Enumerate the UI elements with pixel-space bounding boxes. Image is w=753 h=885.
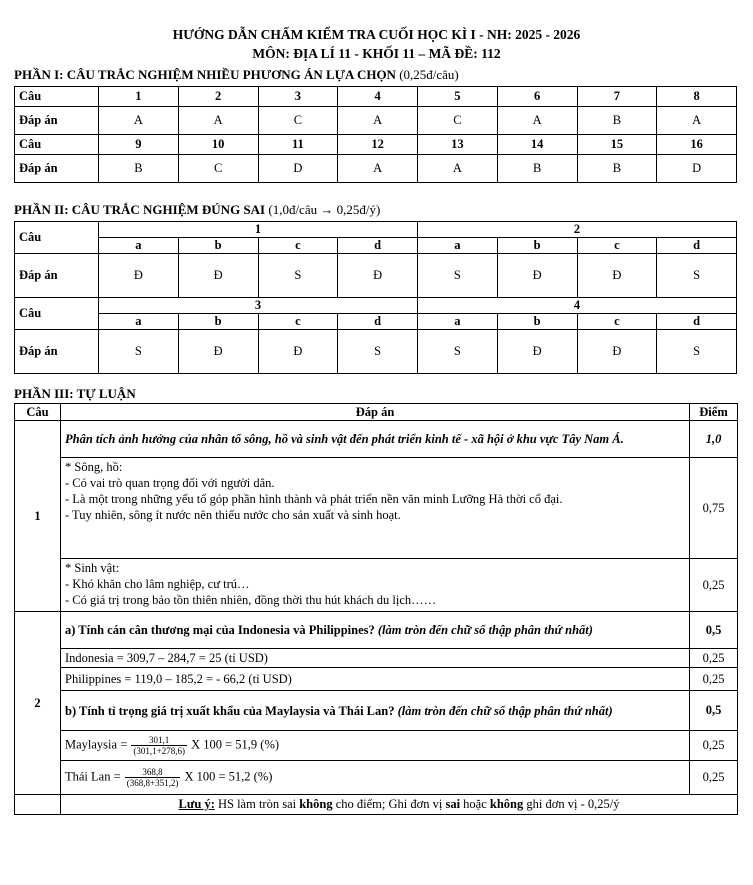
q2b-malaysia-suffix: X 100 = 51,9 (%): [187, 737, 280, 752]
part2-sub-item: a: [418, 314, 498, 330]
q1-rivers-line: - Tuy nhiên, sông ít nước nên thiếu nước cho sản xuất và sinh hoạt.: [65, 508, 401, 522]
part1-question-number: 9: [99, 135, 179, 155]
q2a-score-indonesia: 0,25: [690, 649, 738, 668]
part1-question-number: 7: [577, 87, 657, 107]
part1-answer: A: [418, 155, 498, 183]
note-text: ghi đơn vị - 0,25/ý: [523, 797, 620, 811]
part1-question-number: 6: [497, 87, 577, 107]
q1-biota-answer: [61, 559, 690, 612]
part3-heading: PHẦN III: TỰ LUẬN: [14, 386, 136, 401]
part2-answer: S: [418, 254, 498, 298]
q2b-thailand-prefix: Thái Lan =: [65, 769, 124, 784]
fraction-numerator: 301,1: [131, 735, 187, 746]
part2-sub-item: b: [178, 238, 258, 254]
part2-cau-label: Câu: [15, 222, 99, 254]
part2-sub-item: c: [258, 238, 338, 254]
q2a-rounding-note: (làm tròn đến chữ số thập phân thứ nhất): [377, 623, 593, 637]
part2-sub-item: b: [497, 238, 577, 254]
part1-answer: D: [258, 155, 338, 183]
q1-rivers-answer: [61, 458, 690, 559]
part2-answer: S: [338, 330, 418, 374]
part1-question-number: 15: [577, 135, 657, 155]
part2-answer: Đ: [99, 254, 179, 298]
q1-biota-line: * Sinh vật:: [65, 561, 120, 575]
part3-header-cau: Câu: [15, 404, 61, 421]
part1-answer: A: [178, 107, 258, 135]
q2a-line-indonesia: Indonesia = 309,7 – 284,7 = 25 (tỉ USD): [61, 649, 690, 668]
q2b-score: 0,5: [690, 691, 738, 731]
q1-biota-line: - Khó khăn cho lâm nghiệp, cư trú…: [65, 577, 250, 591]
q1-biota-score: 0,25: [690, 559, 738, 612]
note-emphasis: sai: [445, 797, 461, 811]
part1-answer: A: [657, 107, 737, 135]
part1-cau-label: Câu: [15, 87, 99, 107]
part2-title: PHẦN II: CÂU TRẮC NGHIỆM ĐÚNG SAI: [14, 202, 266, 217]
note-emphasis: không: [489, 797, 524, 811]
part2-answer: S: [657, 330, 737, 374]
part2-sub-item: b: [497, 314, 577, 330]
part1-question-number: 4: [338, 87, 418, 107]
part1-question-number: 12: [338, 135, 418, 155]
q1-rivers-line: - Có vai trò quan trọng đối với người dân.: [65, 476, 275, 490]
q2-number: 2: [15, 612, 61, 795]
part1-title: PHẦN I: CÂU TRẮC NGHIỆM NHIỀU PHƯƠNG ÁN LỰA CHỌN: [14, 67, 396, 82]
part2-sub-item: a: [99, 238, 179, 254]
part1-answer: A: [338, 107, 418, 135]
part1-dapan-label: Đáp án: [15, 155, 99, 183]
part2-question-number: 2: [418, 222, 737, 238]
part1-answer: B: [99, 155, 179, 183]
part2-cau-label: Câu: [15, 298, 99, 330]
q2a-question-text: a) Tính cán cân thương mại của Indonesia và Philippines?: [65, 623, 375, 637]
part2-sub-item: c: [577, 314, 657, 330]
note-text: hoặc: [460, 797, 490, 811]
part1-score: (0,25đ/câu): [399, 67, 459, 82]
q2a-question: [61, 612, 690, 649]
part1-answer: A: [338, 155, 418, 183]
q2a-score: 0,5: [690, 612, 738, 649]
fraction-denominator: (301,1+278,6): [133, 746, 185, 756]
part2-sub-item: b: [178, 314, 258, 330]
q2b-line-thailand: [61, 761, 690, 795]
part1-answer: B: [577, 107, 657, 135]
part2-sub-item: d: [338, 238, 418, 254]
part2-question-number: 4: [418, 298, 737, 314]
part2-answer: S: [657, 254, 737, 298]
q1-rivers-line: * Sông, hồ:: [65, 460, 123, 474]
doc-title-line1: HƯỚNG DẪN CHẤM KIỂM TRA CUỐI HỌC KÌ I - NH: 2025 - 2026: [172, 27, 581, 42]
fraction-numerator: 368,8: [125, 767, 181, 778]
part2-answer: S: [418, 330, 498, 374]
part1-answer: B: [577, 155, 657, 183]
part3-header-dapan: Đáp án: [61, 404, 690, 421]
part2-sub-item: a: [418, 238, 498, 254]
part2-answer: S: [258, 254, 338, 298]
q2b-line-malaysia: [61, 731, 690, 761]
part2-answer: Đ: [178, 330, 258, 374]
part1-cau-label: Câu: [15, 135, 99, 155]
part1-answer: C: [418, 107, 498, 135]
part1-dapan-label: Đáp án: [15, 107, 99, 135]
note-label: Lưu ý:: [178, 797, 215, 811]
part2-sub-item: c: [258, 314, 338, 330]
q2b-question-text: b) Tính tỉ trọng giá trị xuất khẩu của Maylaysia và Thái Lan?: [65, 703, 395, 718]
part2-sub-item: d: [657, 238, 737, 254]
q2b-rounding-note: (làm tròn đến chữ số thập phân thứ nhất): [397, 703, 613, 718]
q2b-score-thailand: 0,25: [690, 761, 738, 795]
part2-sub-item: c: [577, 238, 657, 254]
part1-question-number: 3: [258, 87, 338, 107]
part1-answer: B: [497, 155, 577, 183]
grading-note: [61, 795, 738, 815]
part1-question-number: 11: [258, 135, 338, 155]
part2-table: [14, 221, 737, 374]
q2b-question: [61, 691, 690, 731]
fraction-denominator: (368,8+351,2): [126, 778, 179, 788]
q1-number: 1: [15, 421, 61, 612]
q1-rivers-line: - Là một trong những yếu tố góp phần hình thành và phát triển nền văn minh Lưỡng Hà thời cổ đại.: [65, 492, 563, 506]
note-emphasis: không: [299, 797, 333, 811]
part2-sub-item: d: [338, 314, 418, 330]
part3-header-diem: Điểm: [690, 404, 738, 421]
q2a-score-philippines: 0,25: [690, 668, 738, 691]
part2-answer: S: [99, 330, 179, 374]
part2-sub-item: d: [657, 314, 737, 330]
note-text: HS làm tròn sai: [214, 797, 300, 811]
part1-question-number: 10: [178, 135, 258, 155]
part1-table: [14, 86, 737, 183]
part1-question-number: 2: [178, 87, 258, 107]
part1-answer: C: [258, 107, 338, 135]
part2-question-number: 3: [99, 298, 418, 314]
part1-question-number: 1: [99, 87, 179, 107]
note-spacer: [15, 795, 61, 815]
q1-question: Phân tích ảnh hưởng của nhân tố sông, hồ và sinh vật đến phát triển kinh tế - xã hội ở khu vực Tây Nam Á.: [61, 421, 690, 458]
part2-sub-item: a: [99, 314, 179, 330]
q1-biota-line: - Có giá trị trong bảo tồn thiên nhiên, đồng thời thu hút khách du lịch……: [65, 593, 437, 607]
part1-question-number: 8: [657, 87, 737, 107]
part1-answer: C: [178, 155, 258, 183]
q1-rivers-score: 0,75: [690, 458, 738, 559]
part1-question-number: 13: [418, 135, 498, 155]
part1-answer: A: [99, 107, 179, 135]
part2-heading: [14, 202, 380, 218]
part2-answer: Đ: [577, 330, 657, 374]
q2b-malaysia-prefix: Maylaysia =: [65, 737, 131, 752]
doc-title-line2: MÔN: ĐỊA LÍ 11 - KHỐI 11 – MÃ ĐỀ: 112: [252, 46, 501, 61]
q2b-score-malaysia: 0,25: [690, 731, 738, 761]
part2-answer: Đ: [178, 254, 258, 298]
q2b-malaysia-fraction: [131, 735, 187, 756]
part1-answer: D: [657, 155, 737, 183]
part2-answer: Đ: [577, 254, 657, 298]
part2-answer: Đ: [258, 330, 338, 374]
part2-answer: Đ: [497, 254, 577, 298]
part2-answer: Đ: [497, 330, 577, 374]
part2-dapan-label: Đáp án: [15, 254, 99, 298]
note-text: cho điểm; Ghi đơn vị: [332, 797, 446, 811]
part1-question-number: 16: [657, 135, 737, 155]
part3-table: [14, 403, 738, 815]
part1-question-number: 14: [497, 135, 577, 155]
part1-question-number: 5: [418, 87, 498, 107]
q1-total-score: 1,0: [690, 421, 738, 458]
q2a-line-philippines: Philippines = 119,0 – 185,2 = - 66,2 (tỉ USD): [61, 668, 690, 691]
part1-answer: A: [497, 107, 577, 135]
part1-heading: [14, 67, 459, 83]
part2-question-number: 1: [99, 222, 418, 238]
part2-score: (1,0đ/câu → 0,25đ/ý): [268, 202, 381, 217]
part2-answer: Đ: [338, 254, 418, 298]
q2b-thailand-suffix: X 100 = 51,2 (%): [181, 769, 273, 784]
q2b-thailand-fraction: [125, 767, 181, 788]
part2-dapan-label: Đáp án: [15, 330, 99, 374]
